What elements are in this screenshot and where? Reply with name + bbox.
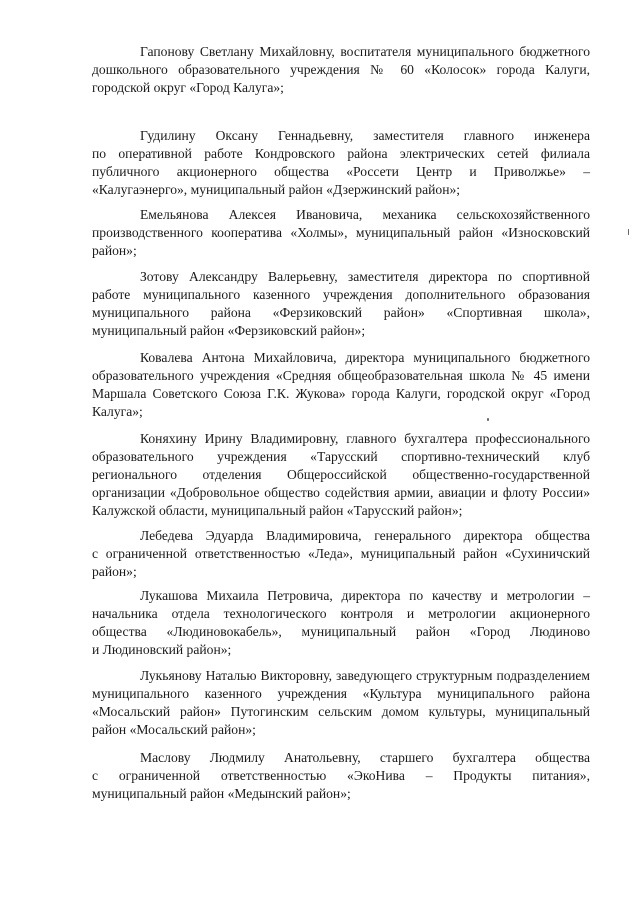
entry-line: Калужской области, муниципальный район «Тарусский район»; <box>92 503 463 519</box>
entry-line: Ковалева Антона Михайловича, директора муниципального бюджетного <box>140 350 590 365</box>
entry-line: Емельянова Алексея Ивановича, механика сельскохозяйственного <box>140 207 590 222</box>
entry-line: Калуга»; <box>92 404 143 420</box>
entry-line: Лукьянову Наталью Викторовну, заведующего структурным подразделением <box>140 668 590 683</box>
entry-line: муниципальный район «Медынский район»; <box>92 786 351 802</box>
award-entry-gaponova <box>92 43 590 97</box>
entry-line: организации «Добровольное общество содействия армии, авиации и флоту России» <box>92 485 590 501</box>
entry-line: работе муниципального казенного учреждения дополнительного образования <box>92 287 590 303</box>
entry-line: муниципального района «Ферзиковский район» «Спортивная школа», <box>92 305 590 321</box>
entry-line: образовательного учреждения «Средняя общеобразовательная школа № 45 имени <box>92 368 590 384</box>
entry-line: Коняхину Ирину Владимировну, главного бухгалтера профессионального <box>140 431 590 446</box>
award-entry-emelyanov <box>92 206 590 260</box>
entry-line: образовательного учреждения «Тарусский спортивно-технический клуб <box>92 449 590 465</box>
award-entry-kovalev <box>92 349 590 421</box>
entry-line: муниципального казенного учреждения «Культура муниципального района <box>92 686 590 702</box>
award-entry-zotova <box>92 268 590 340</box>
entry-line: «Мосальский район» Путогинским сельским домом культуры, муниципальный <box>92 704 590 720</box>
entry-line: Лебедева Эдуарда Владимировича, генерального директора общества <box>140 528 590 543</box>
entry-line: регионального отделения Общероссийской общественно-государственной <box>92 467 590 483</box>
entry-line: район»; <box>92 564 137 580</box>
entry-line: дошкольного образовательного учреждения № 60 «Колосок» города Калуги, <box>92 62 590 78</box>
scan-speck <box>487 418 489 421</box>
entry-line: и Людиновский район»; <box>92 642 232 658</box>
entry-line: муниципальный район «Ферзиковский район»; <box>92 323 366 339</box>
entry-line: с ограниченной ответственностью «Леда», муниципальный район «Сухиничский <box>92 546 590 562</box>
entry-line: Гудилину Оксану Геннадьевну, заместителя главного инженера <box>140 128 590 143</box>
award-entry-lebedev <box>92 527 590 581</box>
entry-line: Маслову Людмилу Анатольевну, старшего бухгалтера общества <box>140 750 590 765</box>
award-entry-gudilina <box>92 127 590 199</box>
entry-line: с ограниченной ответственностью «ЭкоНива – Продукты питания», <box>92 768 590 784</box>
entry-line: публичного акционерного общества «Россети Центр и Приволжье» – <box>92 164 590 180</box>
entry-line: по оперативной работе Кондровского района электрических сетей филиала <box>92 146 590 162</box>
entry-line: общества «Людиновокабель», муниципальный район «Город Людиново <box>92 624 590 640</box>
entry-line: «Калугаэнерго», муниципальный район «Дзержинский район»; <box>92 182 461 198</box>
award-entry-lukyanova <box>92 667 590 739</box>
entry-line: Зотову Александру Валерьевну, заместителя директора по спортивной <box>140 269 590 284</box>
entry-line: район «Мосальский район»; <box>92 722 256 738</box>
entry-line: Гапонову Светлану Михайловну, воспитателя муниципального бюджетного <box>140 44 590 59</box>
entry-line: район»; <box>92 243 137 259</box>
award-entry-lukashov <box>92 587 590 659</box>
award-entry-maslova <box>92 749 590 803</box>
award-entry-konyakhina <box>92 430 590 520</box>
entry-line: городской округ «Город Калуга»; <box>92 80 284 96</box>
entry-line: производственного кооператива «Холмы», муниципальный район «Износковский <box>92 225 590 241</box>
scan-speck <box>628 229 629 235</box>
entry-line: Маршала Советского Союза Г.К. Жукова» города Калуги, городской округ «Город <box>92 386 590 402</box>
entry-line: Лукашова Михаила Петровича, директора по качеству и метрологии – <box>140 588 590 603</box>
entry-line: начальника отдела технологического контроля и метрологии акционерного <box>92 606 590 622</box>
